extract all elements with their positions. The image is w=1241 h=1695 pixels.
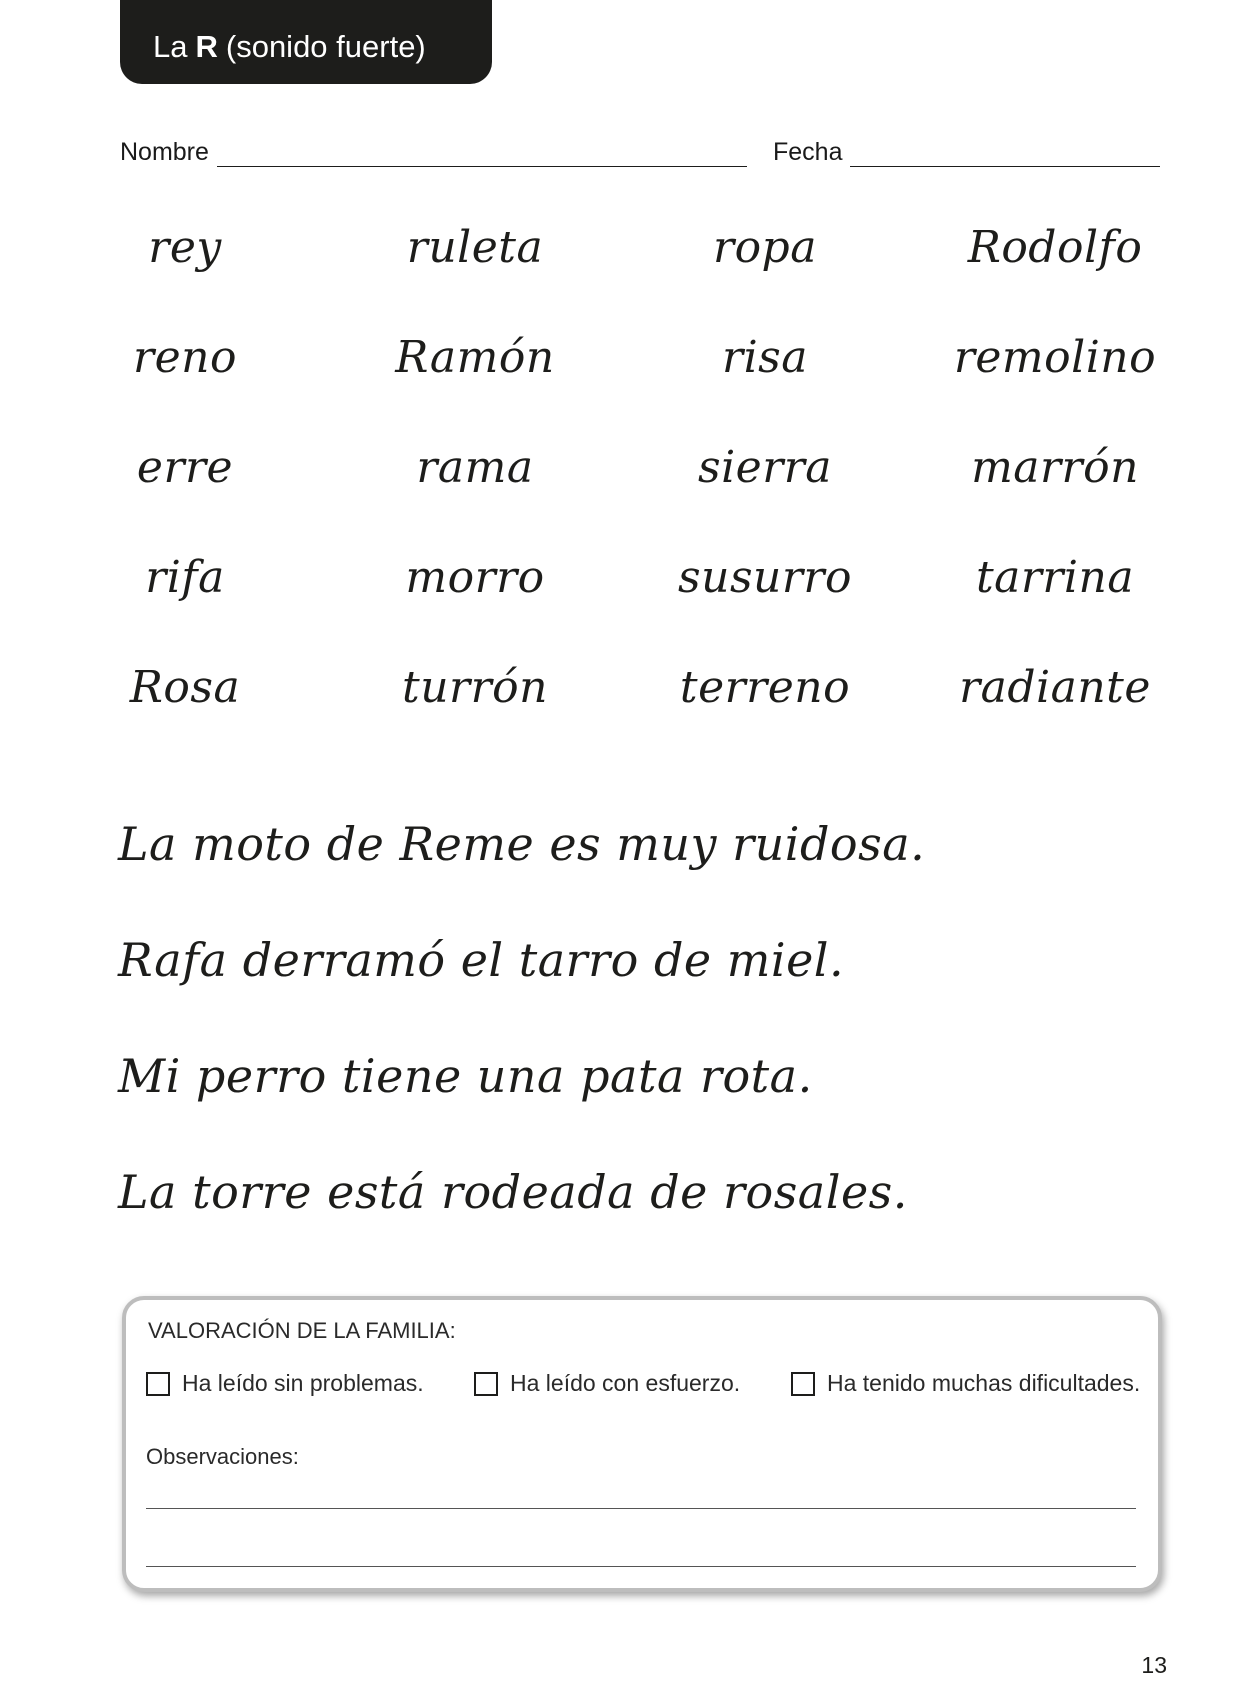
name-label: Nombre	[120, 138, 209, 166]
word-item: reno	[133, 331, 237, 383]
word-item: sierra	[698, 441, 832, 493]
option-label: Ha tenido muchas dificultades.	[827, 1370, 1141, 1396]
word-item: Rodolfo	[967, 221, 1143, 273]
name-field[interactable]	[120, 138, 747, 167]
sentence: Mi perro tiene una pata rota.	[118, 1049, 813, 1103]
word-item: susurro	[678, 551, 852, 603]
checkbox-many-difficulties[interactable]	[791, 1372, 815, 1396]
word-item: erre	[136, 441, 234, 493]
family-evaluation-box	[122, 1296, 1162, 1592]
observations-line-2[interactable]	[146, 1566, 1136, 1567]
date-line[interactable]	[850, 142, 1160, 167]
option-many-difficulties[interactable]	[791, 1370, 1140, 1397]
word-item: rifa	[145, 551, 225, 603]
sentence-list	[118, 808, 1118, 1272]
word-item: marrón	[971, 441, 1139, 493]
checkbox-no-problems[interactable]	[146, 1372, 170, 1396]
sentence: Rafa derramó el tarro de miel.	[118, 933, 845, 987]
evaluation-options	[146, 1370, 1146, 1404]
word-item: rey	[148, 221, 222, 273]
page-title	[120, 0, 492, 84]
word-item: Ramón	[395, 331, 555, 383]
word-item: ruleta	[406, 221, 544, 273]
option-with-effort[interactable]	[474, 1370, 740, 1397]
option-no-problems[interactable]	[146, 1370, 424, 1397]
word-item: radiante	[959, 661, 1151, 713]
word-item: morro	[405, 551, 545, 603]
checkbox-with-effort[interactable]	[474, 1372, 498, 1396]
sentence: La torre está rodeada de rosales.	[118, 1165, 908, 1219]
word-item: tarrina	[975, 551, 1135, 603]
word-item: terreno	[679, 661, 851, 713]
title-prefix: La	[153, 29, 188, 64]
title-suffix: (sonido fuerte)	[225, 29, 426, 64]
family-evaluation-heading: VALORACIÓN DE LA FAMILIA:	[148, 1318, 456, 1343]
date-field[interactable]	[773, 138, 1160, 167]
page-number: 13	[1141, 1652, 1167, 1678]
word-item: rama	[416, 441, 534, 493]
option-label: Ha leído sin problemas.	[182, 1370, 424, 1396]
word-grid	[40, 192, 1200, 742]
date-label: Fecha	[773, 138, 843, 166]
title-letter: R	[195, 29, 218, 64]
word-item: ropa	[713, 221, 817, 273]
observations-line-1[interactable]	[146, 1508, 1136, 1509]
word-item: turrón	[402, 661, 548, 713]
observations-label: Observaciones:	[146, 1444, 299, 1469]
word-item: risa	[722, 331, 808, 383]
word-item: remolino	[953, 331, 1157, 383]
sentence: La moto de Reme es muy ruidosa.	[118, 817, 926, 871]
word-item: Rosa	[129, 661, 241, 713]
name-line[interactable]	[217, 142, 747, 167]
option-label: Ha leído con esfuerzo.	[510, 1370, 741, 1396]
